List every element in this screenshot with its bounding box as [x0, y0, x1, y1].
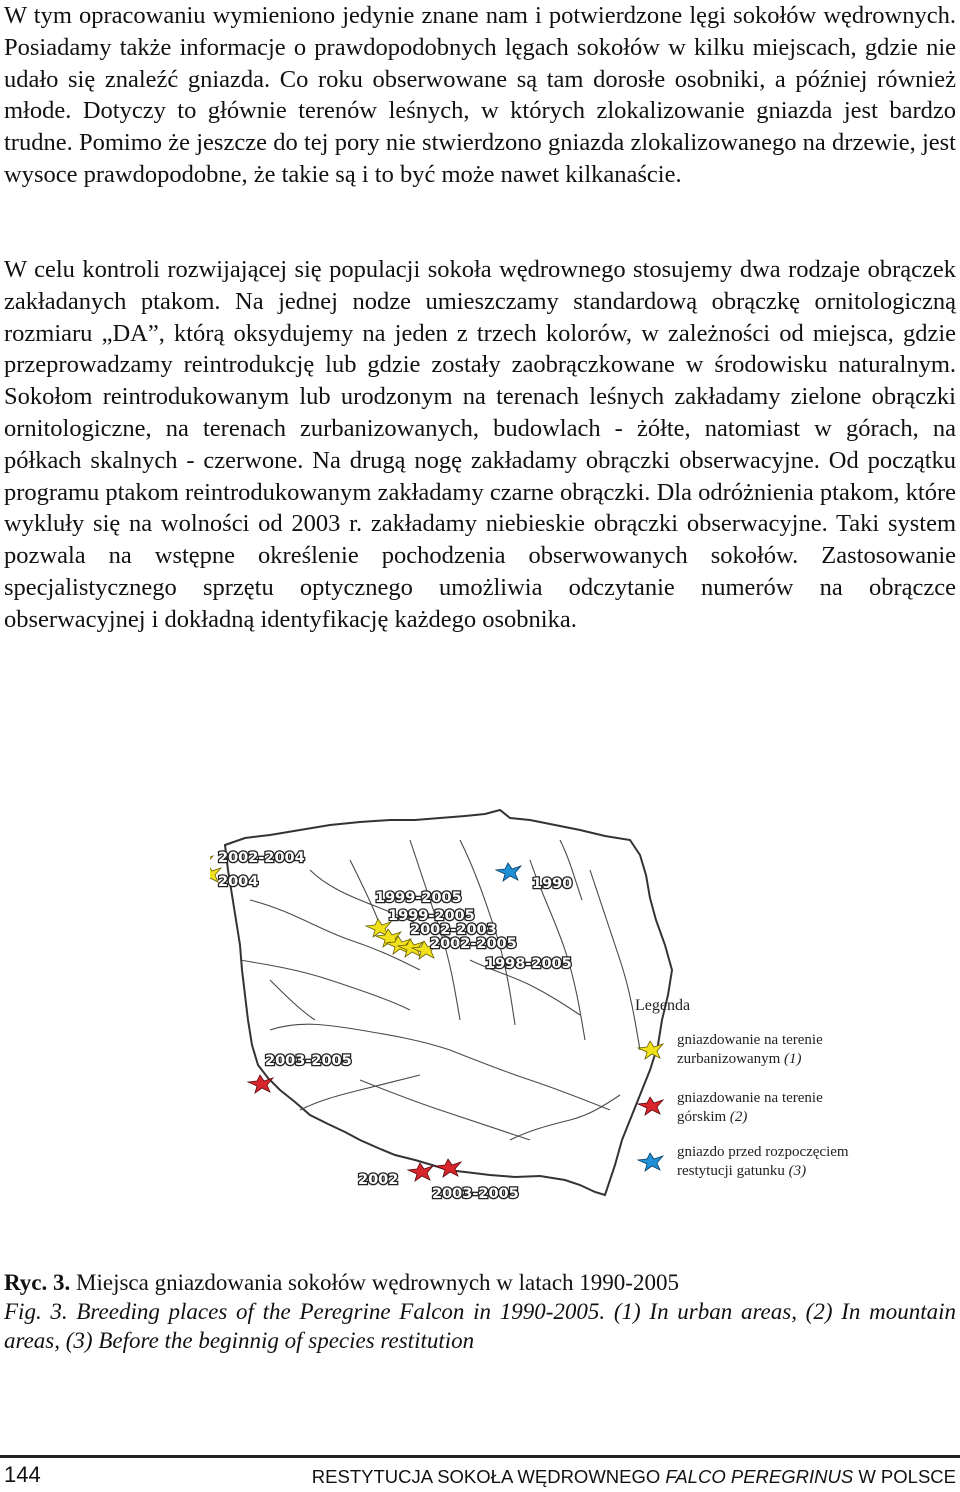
legend-pre-restitution-line2: restytucji gatunku (3): [677, 1163, 807, 1179]
figure-caption: [4, 1268, 956, 1355]
label-gdansk: 1990: [532, 876, 573, 892]
label-szczecin-top: 2002-2004: [218, 850, 305, 866]
legend-title: Legenda: [635, 997, 691, 1014]
caption-polish-text: Miejsca gniazdowania sokołów wędrownych w latach 1990-2005: [70, 1270, 679, 1295]
label-south-1: 2002: [358, 1172, 399, 1188]
legend-mountain-line2: górskim (2): [677, 1109, 748, 1125]
body-paragraph-1: W tym opracowaniu wymieniono jedynie znane nam i potwierdzone lęgi sokołów wędrownych. Posiadamy także informacje o prawdopodobnych lęgach sokołów w kilku miejscach, gdzie nie udało się znaleźć gniazda. Co roku obserwowane są tam dorosłe osobniki, a później również młode. Dotyczy to głównie terenów leśnych, w których zlokalizowanie gniazda jest bardzo trudne. Pomimo że jeszcze do tej pory nie stwierdzono gniazda zlokalizowanego na drzewie, jest wysoce prawdopodobne, że takie są i to być może nawet kilkanaście.: [4, 2, 956, 188]
label-center-3: 2002-2003: [410, 922, 497, 938]
caption-polish: [4, 1268, 956, 1297]
mountain-marker-south-a: [408, 1163, 433, 1181]
label-south-2: 2003-2005: [432, 1186, 519, 1202]
legend-pre-restitution-icon: [638, 1153, 663, 1171]
footer-rule: [0, 1455, 960, 1458]
body-paragraph-2: W celu kontroli rozwijającej się populacji sokoła wędrownego stosujemy dwa rodzaje obrączek zakładanych ptakom. Na jednej nodze umieszczamy standardową obrączkę ornitologiczną rozmiaru „DA”, którą oksydujemy na jeden z trzech kolorów, w zależności od miejsca, gdzie przeprowadzamy reintrodukcję lub gdzie zostały zaobrączkowane w środowisku naturalnym. Sokołom reintrodukowanym lub urodzonym na terenach leśnych zakładamy zielone obrączki ornitologiczne, na terenach zurbanizowanych, budowlach - żółte, natomiast w górach, na półkach skalnych - czerwone. Na drugą nogę zakładamy obrączki obserwacyjne. Od początku programu ptakom reintrodukowanym zakładamy czarne obrączki. Dla odróżnienia ptakom, które wykluły się na wolności od 2003 r. zakładamy niebieskie obrączki obserwacyjne. Taki system pozwala na wstępne określenie pochodzenia obserwowanych sokołów. Zastosowanie specjalistycznego sprzętu optycznego umożliwia odczytanie numerów na obrączce obserwacyjnej i dokładną identyfikację każdego osobnika.: [4, 256, 956, 633]
map-legend: [635, 997, 849, 1179]
label-center-1: 1999-2005: [375, 890, 462, 906]
label-center-5: 1998-2005: [485, 956, 572, 972]
legend-mountain-icon: [638, 1097, 663, 1115]
label-szczecin-bottom: 2004: [218, 874, 259, 890]
page-number: 144: [4, 1462, 41, 1487]
label-west: 2003-2005: [265, 1053, 352, 1069]
label-center-4: 2002-2005: [430, 936, 517, 952]
caption-english: Fig. 3. Breeding places of the Peregrine Falcon in 1990-2005. (1) In urban areas, (2) In mountain areas, (3) Before the beginnig of species restitution: [4, 1299, 956, 1353]
running-title: RESTYTUCJA SOKOŁA WĘDROWNEGO FALCO PEREGRINUS W POLSCE: [311, 1466, 956, 1487]
legend-mountain-line1: gniazdowanie na terenie: [677, 1090, 823, 1106]
label-center-2: 1999-2005: [388, 908, 475, 924]
caption-label: Ryc. 3.: [4, 1270, 71, 1295]
poland-outline: [225, 810, 672, 1195]
legend-urban-line2: zurbanizowanym (1): [677, 1051, 802, 1067]
legend-urban-line1: gniazdowanie na terenie: [677, 1032, 823, 1048]
legend-pre-restitution-line1: gniazdo przed rozpoczęciem: [677, 1144, 849, 1160]
breeding-map-figure: [210, 780, 960, 1220]
